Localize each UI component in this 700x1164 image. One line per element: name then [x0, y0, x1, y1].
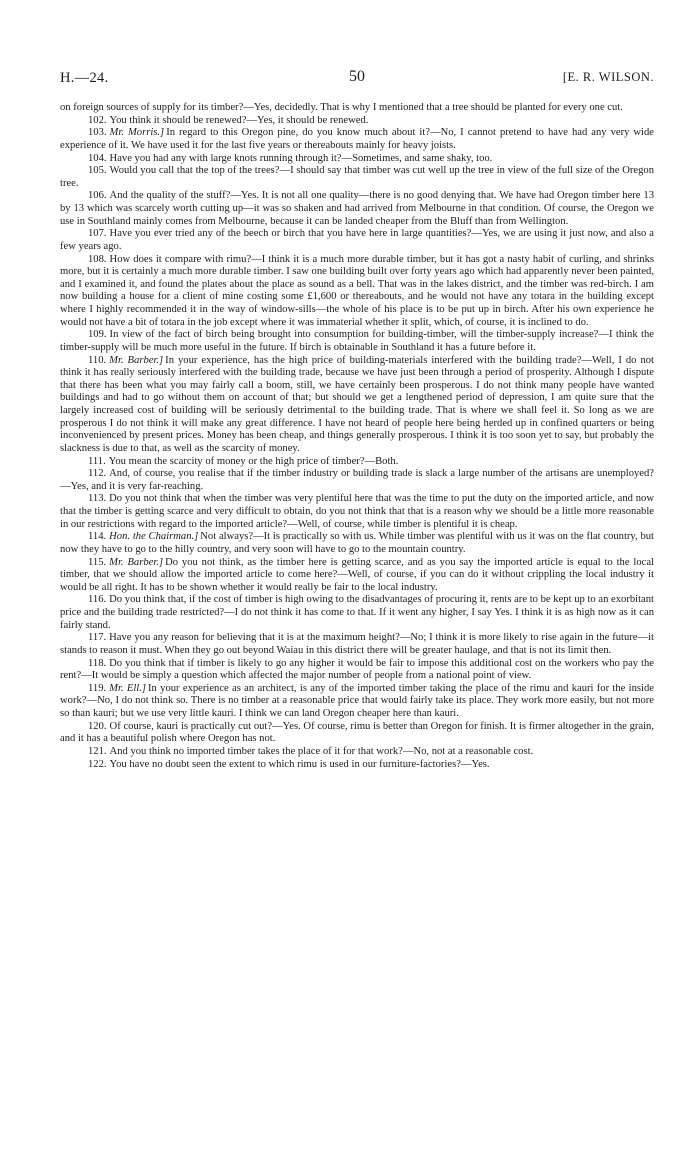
- evidence-paragraph: [60, 759, 654, 772]
- speaker-name: Mr. Barber.]: [109, 556, 164, 568]
- paragraph-text: Do you not think that when the timber was very plentiful here that was the time to put the duty on the imported article, and now that the timber is getting scarce and very difficult to obtain, do you not think that that is a reason why we should be a little more reasonable in our restrictions with regard to the imported article?—Well, of course, while timber is plentiful it is cheap.: [60, 493, 654, 530]
- speaker-name: Mr. Morris.]: [109, 127, 165, 139]
- paragraph-text: Not always?—It is practically so with us. While timber was plentiful with us it was on the flat country, but now they have to go to the hilly country, and very soon will have to go to the mountain country.: [60, 531, 654, 555]
- question-number: 104.: [88, 152, 107, 164]
- question-number: 118.: [88, 657, 107, 669]
- evidence-paragraph: [60, 594, 654, 632]
- evidence-paragraph: [60, 254, 654, 330]
- evidence-paragraph: [60, 153, 654, 166]
- paragraph-text: You have no doubt seen the extent to which rimu is used in our furniture-factories?—Yes.: [109, 758, 490, 770]
- question-number: 107.: [88, 228, 107, 240]
- speaker-name: Mr. Ell.]: [109, 682, 147, 694]
- question-number: 114.: [88, 531, 107, 543]
- question-number: 103.: [88, 127, 107, 139]
- question-number: 111.: [88, 455, 106, 467]
- evidence-paragraph: [60, 329, 654, 354]
- paragraph-text: And you think no imported timber takes the place of it for that work?—No, not at a reasonable cost.: [109, 745, 534, 757]
- paragraph-text: Do you think that, if the cost of timber is high owing to the disadvantages of procuring it, rents are to be kept up to an exorbitant price and the building trade restricted?—I do not think it has come to that. If it went any higher, I say Yes. I think it is as high now as it can fairly stand.: [60, 594, 654, 631]
- paragraph-text: Have you any reason for believing that it is at the maximum height?—No; I think it is more likely to rise again in the future—it stands to reason it must. When they go out beyond Waiau in this district there will be greater haulage, and that is not its limit then.: [60, 632, 654, 656]
- section-reference: H.—24.: [60, 70, 109, 86]
- paragraph-text: How does it compare with rimu?—I think it is a much more durable timber, but it has got a nasty habit of curling, and shrinks more, but it is certainly a much more durable timber. I saw one building built over forty years ago which had apparently never been painted, and I examined it, and found the plates about the place as sound as a bell. That was in the lakes district, and the timber was red-birch. I am now building a house for a client of mine costing some £1,600 or thereabouts, and he would not have any totara in the building except where I highly recommended it in the way of window-sills—the whole of his place is to be put up in birch. After his own experience he would not have a bit of totara in the job except where it was immaterial whether it split, which, of course, it is inclined to do.: [60, 253, 654, 328]
- question-number: 106.: [88, 190, 107, 202]
- question-number: 120.: [88, 720, 107, 732]
- paragraph-text: Would you call that the top of the trees?—I should say that timber was cut well up the tree in view of the full size of the Oregon tree.: [60, 165, 654, 189]
- page-header: [60, 70, 654, 92]
- paragraph-text: And the quality of the stuff?—Yes. It is not all one quality—there is no good denying that. We have had Oregon timber here 13 by 13 which was scarcely worth cutting up—it was so shaken and had arrived from Melbourne in that condition. Of course, the Oregon we use in Southland mainly comes from Melbourne, because it can be landed cheaper from the Bluff than from Wellington.: [60, 190, 654, 227]
- evidence-paragraph: [60, 456, 654, 469]
- paragraph-text: Of course, kauri is practically cut out?—Yes. Of course, rimu is better than Oregon for finish. It is firmer altogether in the grain, and it has a beautiful polish where Oregon has not.: [60, 720, 654, 745]
- paragraph-text: In your experience, has the high price of building-materials interfered with the building trade?—Well, I do not think it has really seriously interfered with the building trade, because we have just been through a period of prosperity. Although I dispute that there has been what you may fairly call a boom, still, we have certainly been prosperous. I do not think many people have wanted buildings and had to go without them on account of that; but should we get a lengthened period of depression, I am quite sure that the largely increased cost of building will be seriously detrimental to the building trade. That is where we shall feel it. So long as we are prosperous I do not think it will make any great difference. I have not heard of people here being herded up in confined quarters or being inconvenienced by present prices. Money has been cheap, and things generally prosperous. I think it is too soon yet to say, but probably the slackness is due to that, as well as the scarcity of money.: [60, 354, 654, 454]
- speaker-name: Mr. Barber.]: [109, 354, 164, 366]
- evidence-paragraph: [60, 115, 654, 128]
- question-number: 108.: [88, 253, 107, 265]
- evidence-paragraph: [60, 721, 654, 746]
- evidence-paragraph: [60, 683, 654, 721]
- question-number: 105.: [88, 165, 107, 177]
- speaker-name: Hon. the Chairman.]: [109, 531, 199, 543]
- paragraph-text: In your experience as an architect, is any of the imported timber taking the place of the rimu and kauri for the inside work?—No, I do not think so. There is no timber at a reasonable price that would fairly take its place. They work more easily, but not more so than kauri; but we use very little kauri. I think we can land Oregon cheaper here than kauri.: [60, 682, 654, 719]
- question-number: 117.: [88, 632, 107, 644]
- evidence-paragraph: [60, 746, 654, 759]
- evidence-paragraph: [60, 632, 654, 657]
- evidence-paragraph: [60, 165, 654, 190]
- evidence-paragraph: [60, 557, 654, 595]
- page-number: 50: [349, 68, 365, 85]
- question-number: 115.: [88, 556, 107, 568]
- question-number: 116.: [88, 594, 107, 606]
- question-number: 121.: [88, 745, 107, 757]
- witness-name: [E. R. WILSON.: [562, 70, 654, 84]
- evidence-paragraph: [60, 228, 654, 253]
- paragraph-text: You think it should be renewed?—Yes, it should be renewed.: [109, 114, 369, 126]
- question-number: 102.: [88, 114, 107, 126]
- question-number: 119.: [88, 682, 107, 694]
- question-number: 122.: [88, 758, 107, 770]
- paragraph-text: In view of the fact of birch being brought into consumption for building-timber, will the timber-supply increase?—I think the timber-supply will be much more useful in the future. If birch is obtainable in Southland it has a future before it.: [60, 329, 654, 353]
- paragraph-text: You mean the scarcity of money or the high price of timber?—Both.: [108, 455, 399, 467]
- evidence-paragraph: [60, 531, 654, 556]
- question-number: 109.: [88, 329, 107, 341]
- evidence-paragraph: [60, 190, 654, 228]
- paragraph-text: Have you ever tried any of the beech or birch that you have here in large quantities?—Yes, we are using it just now, and also a few years ago.: [60, 228, 654, 252]
- evidence-paragraph: [60, 468, 654, 493]
- paragraph-text: Do you think that if timber is likely to go any higher it would be fair to impose this additional cost on the workers who pay the rent?—It would be simply a question which affected the major number of people from a national point of view.: [60, 657, 654, 682]
- evidence-paragraph: [60, 493, 654, 531]
- evidence-paragraph: [60, 658, 654, 683]
- evidence-paragraph: [60, 102, 654, 115]
- paragraph-text: on foreign sources of supply for its timber?—Yes, decidedly. That is why I mentioned that a tree should be planted for every one cut.: [60, 102, 623, 113]
- paragraph-text: Have you had any with large knots running through it?—Sometimes, and same shaky, too.: [109, 152, 493, 164]
- question-number: 112.: [88, 468, 107, 480]
- paragraph-text: Do you not think, as the timber here is getting scarce, and as you say the imported article is equal to the local timber, that we should allow the imported article to come here?—Well, of course, if you can do it without crippling the local industry it would be all right. It has to be shown whether it would really be fair to the local industry.: [60, 556, 655, 593]
- evidence-paragraph: [60, 127, 654, 152]
- question-number: 110.: [88, 354, 107, 366]
- body-text: [60, 102, 654, 771]
- paragraph-text: And, of course, you realise that if the timber industry or building trade is slack a large number of the artisans are unemployed?—Yes, and it is very far-reaching.: [60, 468, 654, 492]
- evidence-paragraph: [60, 355, 654, 456]
- paragraph-text: In regard to this Oregon pine, do you know much about it?—No, I cannot pretend to have had any very wide experience of it. We have used it for the last five years or thereabouts mainly for heavy joists.: [60, 127, 654, 151]
- document-page: [60, 70, 654, 771]
- question-number: 113.: [88, 493, 107, 505]
